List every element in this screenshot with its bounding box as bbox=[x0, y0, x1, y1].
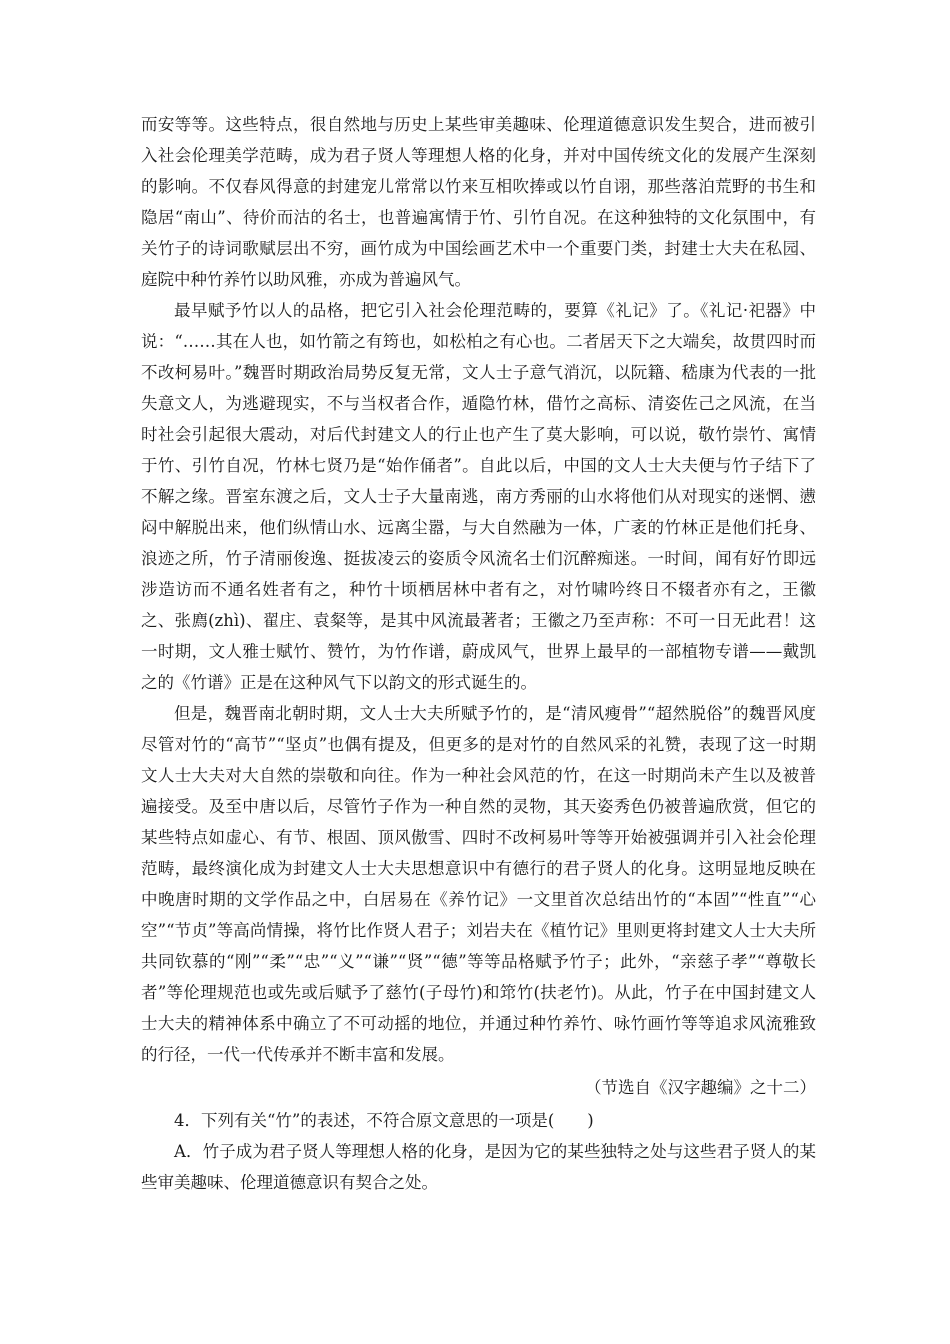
question-4: 4．下列有关“竹”的表述，不符合原文意思的一项是( ) bbox=[174, 1111, 594, 1130]
document-page bbox=[141, 109, 816, 1198]
paragraph-2: 最早赋予竹以人的品格，把它引入社会伦理范畴的，要算《礼记》了。《礼记·祀器》中说：“……其在人也，如竹箭之有筠也，如松柏之有心也。二者居天下之大端矣，故贯四时而不改柯易叶。”魏晋时期政治局势反复无常，文人士子意气消沉，以阮籍、嵇康为代表的一批失意文人，为逃避现实，不与当权者合作，遁隐竹林，借竹之高标、清姿佐己之风流，在当时社会引起很大震动，对后代封建文人的行止也产生了莫大影响，可以说，敬竹崇竹、寓情于竹、引竹自况，竹林七贤乃是“始作俑者”。自此以后，中国的文人士大夫便与竹子结下了不解之缘。晋室东渡之后，文人士子大量南逃，南方秀丽的山水将他们从对现实的迷惘、懑闷中解脱出来，他们纵情山水、远离尘嚣，与大自然融为一体，广袤的竹林正是他们托身、浪迹之所，竹子清丽俊逸、挺拔凌云的姿质令风流名士们沉醉痴迷。一时间，闻有好竹即远涉造访而不通名姓者有之，种竹十顷栖居林中者有之，对竹啸吟终日不辍者亦有之，王徽之、张廌(zhì)、翟庄、袁粲等，是其中风流最著者；王徽之乃至声称：不可一日无此君！这一时期，文人雅士赋竹、赞竹，为竹作谱，蔚成风气，世界上最早的一部植物专谱——戴凯之的《竹谱》正是在这种风气下以韵文的形式诞生的。 bbox=[141, 301, 816, 692]
paragraph-1: 而安等等。这些特点，很自然地与历史上某些审美趣味、伦理道德意识发生契合，进而被引入社会伦理美学范畴，成为君子贤人等理想人格的化身，并对中国传统文化的发展产生深刻的影响。不仅春风得意的封建宠儿常常以竹来互相吹捧或以竹自诩，那些落泊荒野的书生和隐居“南山”、待价而沽的名士，也普遍寓情于竹、引竹自况。在这种独特的文化氛围中，有关竹子的诗词歌赋层出不穷，画竹成为中国绘画艺术中一个重要门类，封建士大夫在私园、庭院中种竹养竹以助风雅，亦成为普遍风气。 bbox=[141, 115, 816, 289]
option-a: A．竹子成为君子贤人等理想人格的化身，是因为它的某些独特之处与这些君子贤人的某些审美趣味、伦理道德意识有契合之处。 bbox=[141, 1142, 816, 1192]
source-citation: （节选自《汉字趣编》之十二） bbox=[585, 1078, 816, 1097]
paragraph-3: 但是，魏晋南北朝时期，文人士大夫所赋予竹的，是“清风瘦骨”“超然脱俗”的魏晋风度尽管对竹的“高节”“坚贞”也偶有提及，但更多的是对竹的自然风采的礼赞，表现了这一时期文人士大夫对大自然的崇敬和向往。作为一种社会风范的竹，在这一时期尚未产生以及被普遍接受。及至中唐以后，尽管竹子作为一种自然的灵物，其天姿秀色仍被普遍欣赏，但它的某些特点如虚心、有节、根固、顶风傲雪、四时不改柯易叶等等开始被强调并引入社会伦理范畴，最终演化成为封建文人士大夫思想意识中有德行的君子贤人的化身。这明显地反映在中晚唐时期的文学作品之中，白居易在《养竹记》一文里首次总结出竹的“本固”“性直”“心空”“节贞”等高尚情操，将竹比作贤人君子；刘岩夫在《植竹记》里则更将封建文人士大夫所共同钦慕的“刚”“柔”“忠”“义”“谦”“贤”“德”等等品格赋予竹子；此外，“亲慈子孝”“尊敬长者”等伦理规范也或先或后赋予了慈竹(子母竹)和筇竹(扶老竹)。从此，竹子在中国封建文人士大夫的精神体系中确立了不可动摇的地位，并通过种竹养竹、咏竹画竹等等追求风流雅致的行径，一代一代传承并不断丰富和发展。 bbox=[141, 704, 816, 1064]
